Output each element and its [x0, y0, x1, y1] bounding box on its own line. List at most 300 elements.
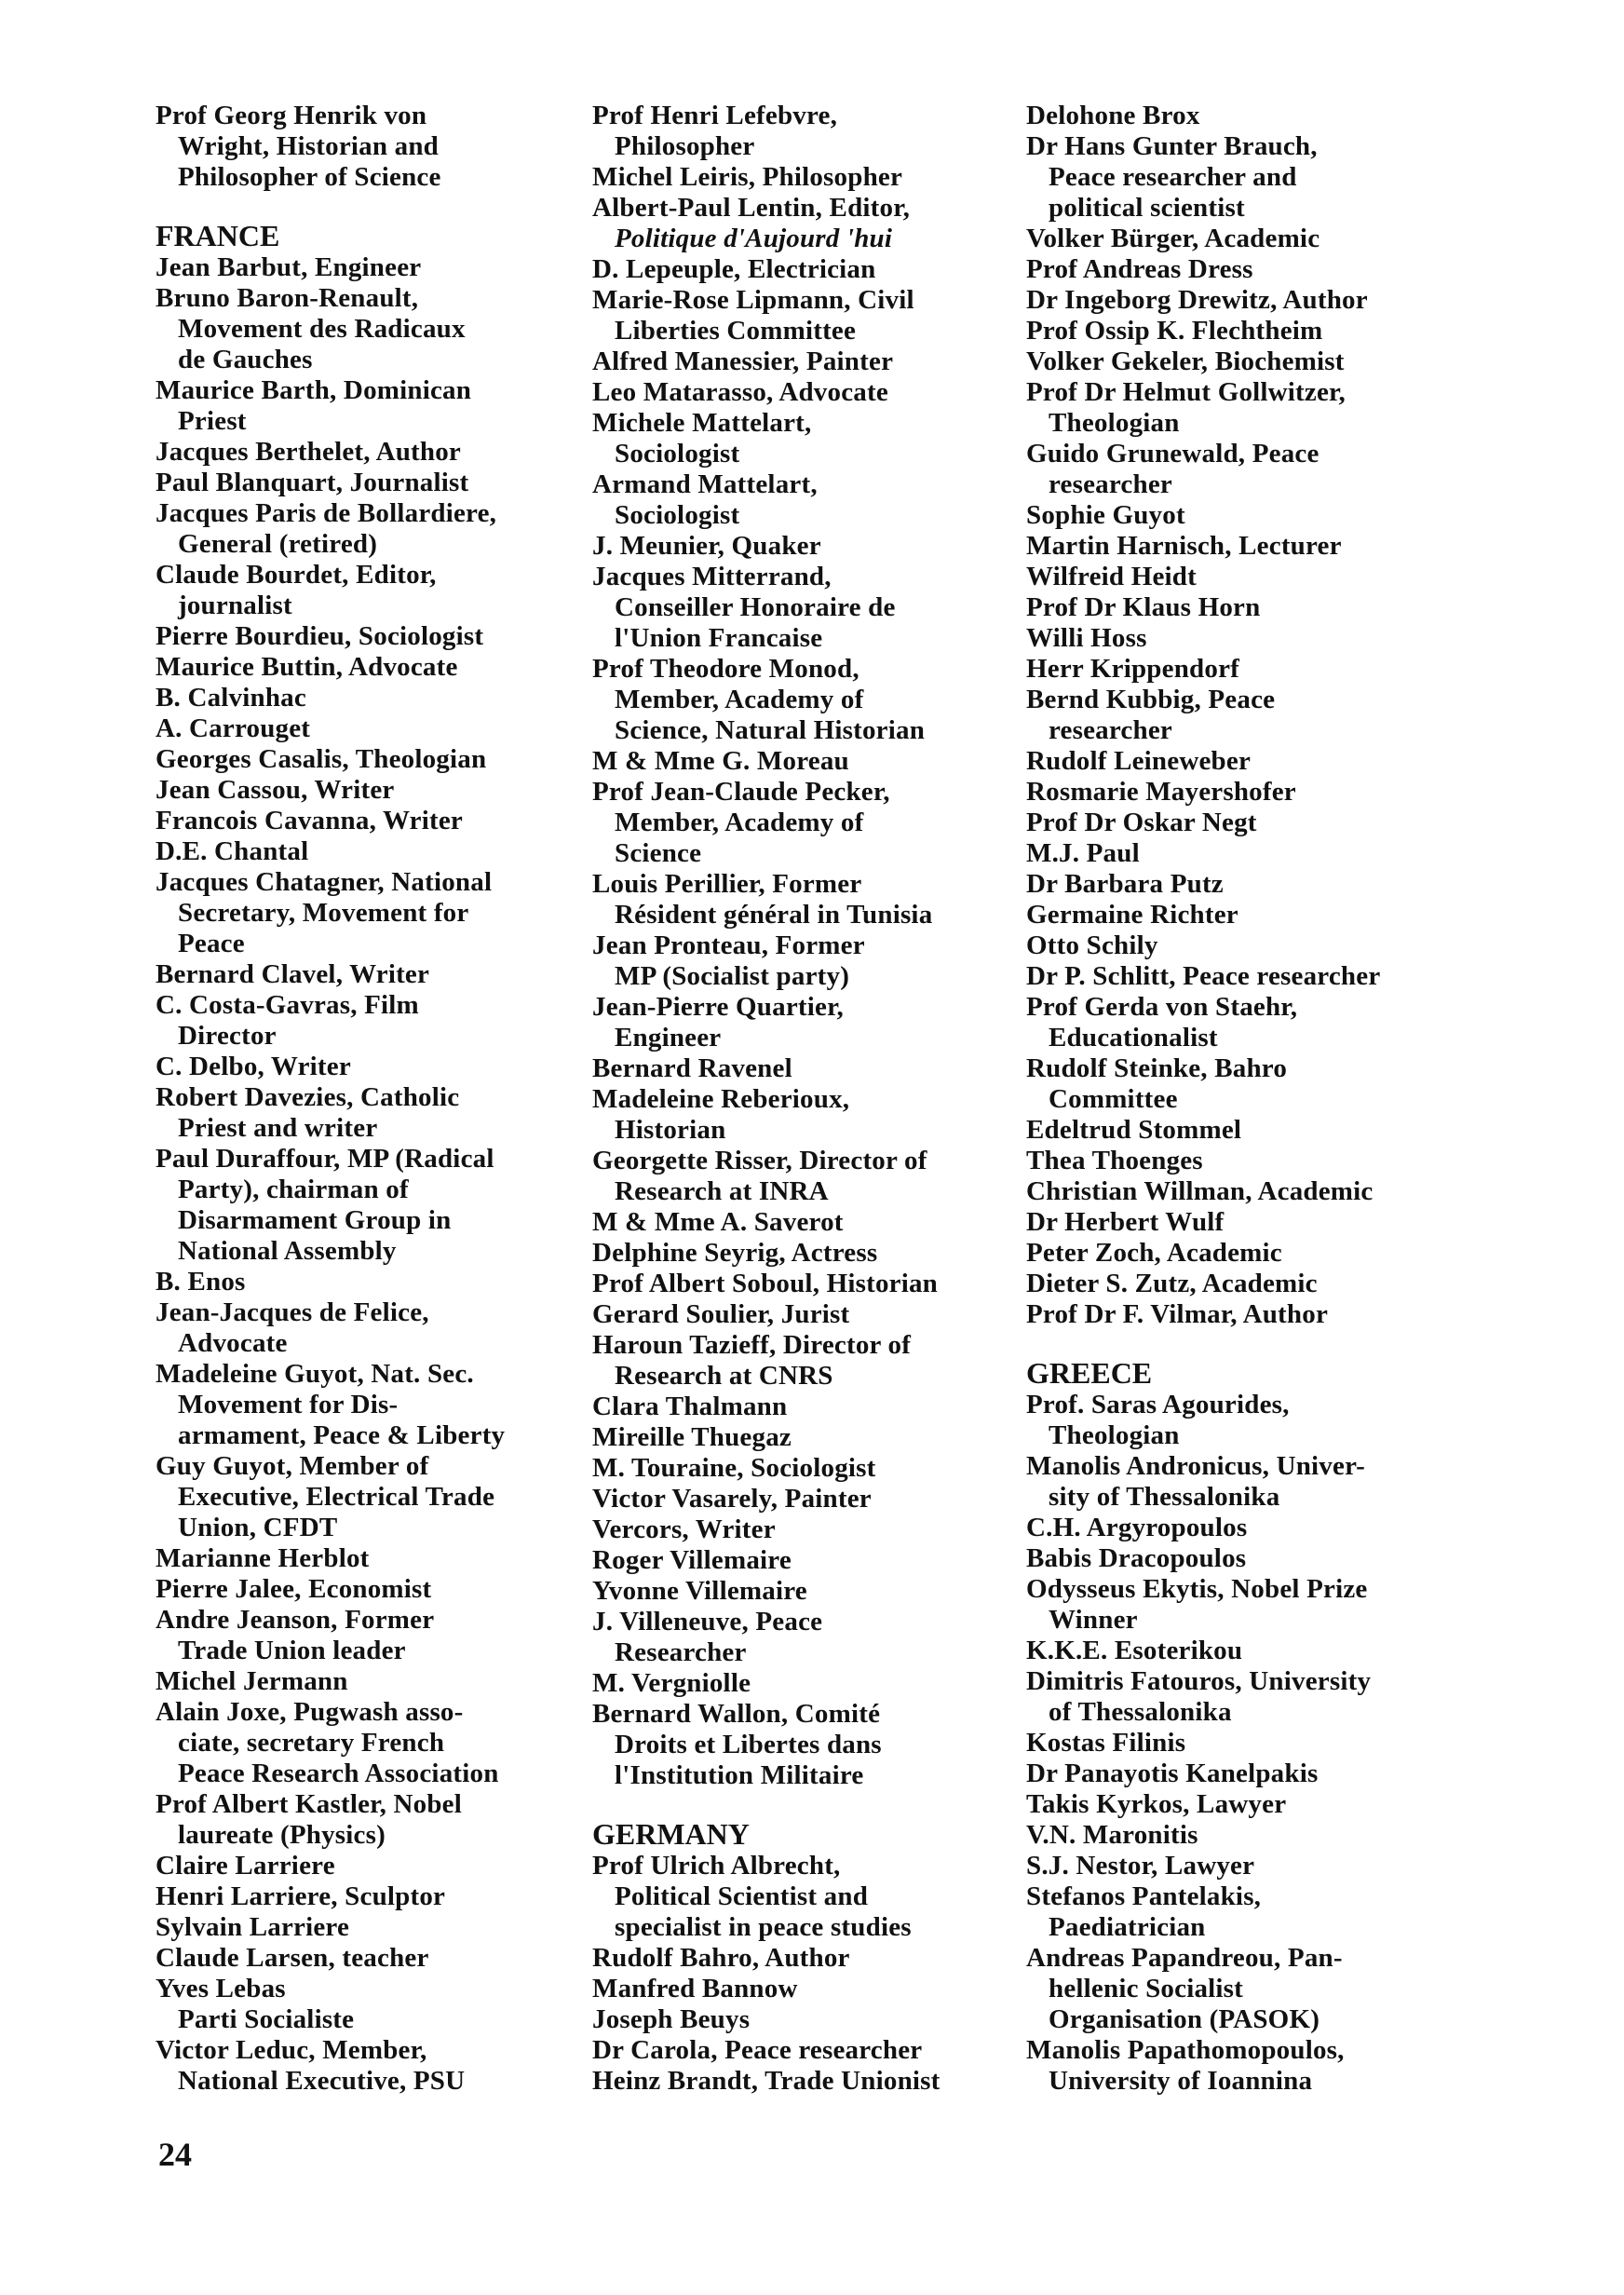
list-item	[156, 744, 640, 775]
list-item	[1026, 2035, 1510, 2097]
list-item	[1026, 1176, 1510, 1207]
entry-name-line: Vercors, Writer	[592, 1514, 776, 1544]
list-item	[156, 713, 640, 744]
entry-name-line: Leo Matarasso, Advocate	[592, 377, 888, 407]
entry-detail-line: researcher	[1049, 469, 1172, 499]
entry-detail-line: Philosopher of Science	[178, 162, 441, 192]
entry-name-line: Yves Lebas	[156, 1974, 286, 2003]
entry-name-line: Manolis Andronicus, Univer-	[1026, 1451, 1365, 1481]
entry-detail-line: Theologian	[1049, 1420, 1180, 1450]
entry-detail-line: Sociologist	[615, 439, 740, 469]
list-item	[592, 377, 1076, 408]
list-item	[156, 1666, 640, 1697]
entry-name-line: Dr Hans Gunter Brauch,	[1026, 131, 1318, 161]
entry-name-line: Mireille Thuegaz	[592, 1422, 792, 1452]
list-item	[1026, 1789, 1510, 1820]
entry-name-line: Bernd Kubbig, Peace	[1026, 685, 1276, 714]
list-item	[592, 1607, 1076, 1668]
entry-detail-line: l'Union Francaise	[615, 623, 823, 653]
entry-name-line: Prof Jean-Claude Pecker,	[592, 777, 890, 807]
list-item	[592, 746, 1076, 777]
entry-name-line: J. Meunier, Quaker	[592, 531, 821, 561]
list-item	[156, 375, 640, 437]
entry-detail-line: of Thessalonika	[1049, 1697, 1232, 1727]
list-item	[592, 1974, 1076, 2004]
list-item	[592, 992, 1076, 1053]
entry-detail-line: Educationalist	[1049, 1023, 1218, 1052]
entry-detail-line: Movement for Dis-	[178, 1390, 399, 1419]
list-item	[592, 1146, 1076, 1207]
entry-detail-line: Philosopher	[615, 131, 755, 161]
list-item	[592, 101, 1076, 162]
entry-detail-line: Engineer	[615, 1023, 722, 1052]
entry-detail-line: Theologian	[1049, 408, 1180, 438]
list-item	[1026, 1943, 1510, 2035]
entry-detail-line: Movement des Radicaux	[178, 314, 466, 344]
entry-name-line: Guido Grunewald, Peace	[1026, 439, 1320, 469]
list-item	[592, 1484, 1076, 1514]
entry-name-line: Bernard Clavel, Writer	[156, 959, 430, 989]
list-item	[1026, 1451, 1510, 1513]
section-heading: GERMANY	[592, 1817, 750, 1851]
entry-name-line: Henri Larriere, Sculptor	[156, 1881, 446, 1911]
entry-name-line: Dimitris Fatouros, University	[1026, 1666, 1372, 1696]
entry-name-line: Prof Ulrich Albrecht,	[592, 1851, 841, 1881]
entry-name-line: Marianne Herblot	[156, 1543, 370, 1573]
entry-name-line: Takis Kyrkos, Lawyer	[1026, 1789, 1287, 1819]
entry-name-line: Gerard Soulier, Jurist	[592, 1299, 850, 1329]
entry-name-line: Claire Larriere	[156, 1851, 335, 1881]
list-item	[592, 2035, 1076, 2066]
entry-name-line: Louis Perillier, Former	[592, 869, 862, 899]
entry-name-line: Prof Ossip K. Flechtheim	[1026, 316, 1323, 346]
entry-detail-line: Party), chairman of	[178, 1175, 409, 1204]
list-item	[1026, 1146, 1510, 1176]
list-item	[156, 806, 640, 836]
entry-detail-line: Secretary, Movement for	[178, 898, 469, 928]
list-item	[592, 1084, 1076, 1146]
entry-detail-line: specialist in peace studies	[615, 1912, 912, 1942]
entry-name-line: Claude Bourdet, Editor,	[156, 560, 437, 590]
entry-name-line: Pierre Jalee, Economist	[156, 1574, 432, 1604]
entry-detail-line: Peace Research Association	[178, 1759, 499, 1788]
list-item	[592, 1514, 1076, 1545]
entry-detail-line: Union, CFDT	[178, 1513, 338, 1542]
entry-name-line: D. Lepeuple, Electrician	[592, 254, 876, 284]
list-item	[1026, 1513, 1510, 1543]
list-item	[592, 1053, 1076, 1084]
list-item	[156, 683, 640, 713]
entry-name-line: Dr Ingeborg Drewitz, Author	[1026, 285, 1368, 315]
entry-detail-line: Committee	[1049, 1084, 1178, 1114]
entry-name-line: Dr Herbert Wulf	[1026, 1207, 1225, 1237]
entry-name-line: Paul Blanquart, Journalist	[156, 468, 469, 497]
list-item	[156, 1697, 640, 1789]
entry-name-line: Jacques Paris de Bollardiere,	[156, 498, 497, 528]
list-item	[156, 468, 640, 498]
entry-name-line: Manolis Papathomopoulos,	[1026, 2035, 1345, 2065]
section-heading: FRANCE	[156, 219, 280, 252]
list-item	[592, 2004, 1076, 2035]
list-item	[156, 252, 640, 283]
entry-detail-line: Member, Academy of	[615, 685, 864, 714]
list-item	[1026, 1574, 1510, 1636]
list-item	[1026, 1666, 1510, 1728]
entry-detail-line: ciate, secretary French	[178, 1728, 445, 1758]
entry-name-line: Germaine Richter	[1026, 900, 1238, 930]
entry-detail-line: Director	[178, 1021, 277, 1051]
entry-detail-line: armament, Peace & Liberty	[178, 1420, 506, 1450]
list-item	[156, 1082, 640, 1144]
entry-name-line: Armand Mattelart,	[592, 469, 818, 499]
list-item	[156, 775, 640, 806]
entry-name-line: Prof Gerda von Staehr,	[1026, 992, 1298, 1022]
entry-name-line: Yvonne Villemaire	[592, 1576, 807, 1606]
list-item	[1026, 961, 1510, 992]
list-item	[592, 531, 1076, 562]
entry-name-line: Volker Gekeler, Biochemist	[1026, 346, 1345, 376]
entry-name-line: Michel Jermann	[156, 1666, 348, 1696]
entry-name-line: S.J. Nestor, Lawyer	[1026, 1851, 1255, 1881]
entry-detail-line: Political Scientist and	[615, 1881, 869, 1911]
list-item	[1026, 377, 1510, 439]
entry-name-line: A. Carrouget	[156, 713, 311, 743]
list-item	[592, 777, 1076, 869]
entry-name-line: Jean Pronteau, Former	[592, 930, 865, 960]
list-item	[592, 469, 1076, 531]
entry-detail-line: Liberties Committee	[615, 316, 857, 346]
entry-detail-line: Science, Natural Historian	[615, 715, 926, 745]
entry-detail-line: Disarmament Group in	[178, 1205, 452, 1235]
list-item	[1026, 531, 1510, 562]
entry-name-line: C.H. Argyropoulos	[1026, 1513, 1248, 1542]
entry-name-line: Dr Barbara Putz	[1026, 869, 1224, 899]
entry-name-line: Marie-Rose Lipmann, Civil	[592, 285, 914, 315]
entry-detail-line: political scientist	[1049, 193, 1245, 223]
list-item	[1026, 1207, 1510, 1238]
section-heading: GREECE	[1026, 1356, 1153, 1390]
entry-name-line: M. Vergniolle	[592, 1668, 751, 1698]
entry-name-line: Jean-Jacques de Felice,	[156, 1297, 429, 1327]
entry-detail-line: sity of Thessalonika	[1049, 1482, 1280, 1512]
entry-name-line: B. Enos	[156, 1267, 246, 1297]
entry-name-line: Madeleine Guyot, Nat. Sec.	[156, 1359, 474, 1389]
entry-name-line: Otto Schily	[1026, 930, 1158, 960]
list-item	[1026, 1759, 1510, 1789]
entry-name-line: Jacques Berthelet, Author	[156, 437, 461, 467]
list-item	[156, 1144, 640, 1267]
list-item	[156, 1943, 640, 1974]
entry-name-line: Delohone Brox	[1026, 101, 1200, 130]
list-item	[1026, 1851, 1510, 1881]
list-item	[1026, 1053, 1510, 1115]
entry-name-line: Bruno Baron-Renault,	[156, 283, 419, 313]
list-item	[1026, 1115, 1510, 1146]
entry-name-line: Madeleine Reberioux,	[592, 1084, 850, 1114]
entry-name-line: Michele Mattelart,	[592, 408, 812, 438]
list-item	[592, 1851, 1076, 1943]
entry-name-line: B. Calvinhac	[156, 683, 306, 713]
list-item	[1026, 777, 1510, 808]
page-number: 24	[158, 2136, 192, 2173]
entry-name-line: Robert Davezies, Catholic	[156, 1082, 460, 1112]
list-item	[592, 1453, 1076, 1484]
list-item	[156, 1789, 640, 1851]
entry-detail-line: Résident général in Tunisia	[615, 900, 933, 930]
entry-detail-line: Research at INRA	[615, 1176, 829, 1206]
list-item	[1026, 685, 1510, 746]
entry-name-line: Delphine Seyrig, Actress	[592, 1238, 878, 1268]
list-item	[1026, 992, 1510, 1053]
entry-name-line: Maurice Buttin, Advocate	[156, 652, 458, 682]
entry-detail-line: Member, Academy of	[615, 808, 864, 837]
entry-name-line: Alfred Manessier, Painter	[592, 346, 894, 376]
entry-detail-line: Paediatrician	[1049, 1912, 1206, 1942]
entry-name-line: Wilfreid Heidt	[1026, 562, 1197, 591]
entry-detail-line: Trade Union leader	[178, 1636, 406, 1665]
list-item	[1026, 1636, 1510, 1666]
entry-name-line: Joseph Beuys	[592, 2004, 751, 2034]
entry-name-line: Prof Theodore Monod,	[592, 654, 859, 684]
entry-detail-line: hellenic Socialist	[1049, 1974, 1244, 2003]
entry-detail-line: Parti Socialiste	[178, 2004, 355, 2034]
entry-name-line: Jacques Mitterrand,	[592, 562, 832, 591]
entry-detail-line: Priest	[178, 406, 247, 436]
entry-detail-line: Sociologist	[615, 500, 740, 530]
list-item	[156, 1881, 640, 1912]
column-1	[156, 101, 640, 2097]
entry-name-line: Kostas Filinis	[1026, 1728, 1186, 1758]
entry-detail-line: Droits et Libertes dans	[615, 1730, 882, 1759]
list-item	[156, 1359, 640, 1451]
list-item	[1026, 1269, 1510, 1299]
entry-name-line: Jean Barbut, Engineer	[156, 252, 422, 282]
entry-detail-line: researcher	[1049, 715, 1172, 745]
list-item	[1026, 346, 1510, 377]
entry-name-line: Haroun Tazieff, Director of	[592, 1330, 912, 1360]
list-item	[592, 1299, 1076, 1330]
entry-name-line: Manfred Bannow	[592, 1974, 798, 2003]
entry-detail-line: Executive, Electrical Trade	[178, 1482, 495, 1512]
entry-name-line: M.J. Paul	[1026, 838, 1140, 868]
list-item	[592, 1392, 1076, 1422]
entry-detail-line: National Executive, PSU	[178, 2066, 466, 2096]
list-item	[1026, 1728, 1510, 1759]
entry-detail-line: University of Ioannina	[1049, 2066, 1313, 2096]
list-item	[156, 560, 640, 621]
entry-name-line: Albert-Paul Lentin, Editor,	[592, 193, 911, 223]
list-item	[592, 1576, 1076, 1607]
list-item	[592, 408, 1076, 469]
list-item	[1026, 808, 1510, 838]
entry-detail-line: Science	[615, 838, 702, 868]
entry-name-line: Victor Leduc, Member,	[156, 2035, 427, 2065]
entry-detail-line: Conseiller Honoraire de	[615, 592, 896, 622]
entry-name-line: Herr Krippendorf	[1026, 654, 1239, 684]
entry-name-line: Sophie Guyot	[1026, 500, 1185, 530]
entry-name-line: Claude Larsen, teacher	[156, 1943, 429, 1973]
entry-name-line: Willi Hoss	[1026, 623, 1147, 653]
entry-name-line: Heinz Brandt, Trade Unionist	[592, 2066, 941, 2096]
entry-name-line: Jean Cassou, Writer	[156, 775, 395, 805]
list-item	[592, 869, 1076, 930]
entry-detail-line: Winner	[1049, 1605, 1138, 1635]
list-item	[156, 1451, 640, 1543]
entry-name-line: M. Touraine, Sociologist	[592, 1453, 876, 1483]
list-item	[156, 2035, 640, 2097]
list-item	[1026, 562, 1510, 592]
entry-name-line: Jean-Pierre Quartier,	[592, 992, 844, 1022]
list-item	[592, 346, 1076, 377]
list-item	[156, 1851, 640, 1881]
list-item	[592, 2066, 1076, 2097]
column-2	[592, 101, 1076, 2097]
entry-name-line: Dr Carola, Peace researcher	[592, 2035, 923, 2065]
list-item	[1026, 930, 1510, 961]
list-item	[1026, 1390, 1510, 1451]
entry-name-line: Francois Cavanna, Writer	[156, 806, 463, 835]
entry-detail-line: Politique d'Aujourd 'hui	[615, 224, 893, 253]
entry-name-line: Prof Albert Kastler, Nobel	[156, 1789, 462, 1819]
entry-name-line: Prof Albert Soboul, Historian	[592, 1269, 939, 1298]
list-item	[1026, 131, 1510, 224]
entry-detail-line: journalist	[178, 591, 292, 620]
list-item	[1026, 1820, 1510, 1851]
list-item	[156, 621, 640, 652]
list-item	[592, 1545, 1076, 1576]
entry-name-line: C. Delbo, Writer	[156, 1052, 351, 1081]
list-item	[1026, 623, 1510, 654]
list-item	[1026, 316, 1510, 346]
entry-name-line: Andreas Papandreou, Pan-	[1026, 1943, 1343, 1973]
list-item	[1026, 285, 1510, 316]
list-item	[1026, 654, 1510, 685]
entry-name-line: Odysseus Ekytis, Nobel Prize	[1026, 1574, 1368, 1604]
entry-name-line: Dr Panayotis Kanelpakis	[1026, 1759, 1319, 1788]
entry-detail-line: Peace	[178, 929, 245, 958]
entry-name-line: Edeltrud Stommel	[1026, 1115, 1242, 1145]
entry-name-line: Maurice Barth, Dominican	[156, 375, 472, 405]
entry-name-line: Georgette Risser, Director of	[592, 1146, 927, 1175]
entry-name-line: Prof Henri Lefebvre,	[592, 101, 838, 130]
list-item	[156, 1052, 640, 1082]
entry-detail-line: General (retired)	[178, 529, 378, 559]
entry-name-line: Prof Dr Oskar Negt	[1026, 808, 1257, 837]
list-item	[592, 1238, 1076, 1269]
entry-name-line: Michel Leiris, Philosopher	[592, 162, 903, 192]
list-item	[156, 498, 640, 560]
entry-name-line: Prof. Saras Agourides,	[1026, 1390, 1290, 1419]
entry-name-line: C. Costa-Gavras, Film	[156, 990, 419, 1020]
entry-name-line: Sylvain Larriere	[156, 1912, 350, 1942]
list-item	[156, 1574, 640, 1605]
list-item	[156, 990, 640, 1052]
entry-name-line: Prof Andreas Dress	[1026, 254, 1253, 284]
list-item	[592, 1668, 1076, 1699]
entry-name-line: K.K.E. Esoterikou	[1026, 1636, 1243, 1665]
entry-name-line: Peter Zoch, Academic	[1026, 1238, 1282, 1268]
list-item	[592, 1330, 1076, 1392]
entry-name-line: Stefanos Pantelakis,	[1026, 1881, 1262, 1911]
entry-name-line: Clara Thalmann	[592, 1392, 788, 1421]
list-item	[156, 959, 640, 990]
entry-detail-line: Historian	[615, 1115, 726, 1145]
list-item	[592, 1699, 1076, 1791]
entry-name-line: Babis Dracopoulos	[1026, 1543, 1247, 1573]
list-item	[156, 1912, 640, 1943]
list-item	[156, 1605, 640, 1666]
entry-name-line: M & Mme A. Saverot	[592, 1207, 844, 1237]
list-item	[1026, 1238, 1510, 1269]
list-item	[1026, 439, 1510, 500]
list-item	[1026, 224, 1510, 254]
entry-name-line: Guy Guyot, Member of	[156, 1451, 429, 1481]
entry-name-line: M & Mme G. Moreau	[592, 746, 849, 776]
entry-detail-line: laureate (Physics)	[178, 1820, 386, 1850]
entry-name-line: Volker Bürger, Academic	[1026, 224, 1320, 253]
entry-name-line: Andre Jeanson, Former	[156, 1605, 435, 1635]
entry-name-line: Paul Duraffour, MP (Radical	[156, 1144, 494, 1174]
list-item	[156, 1543, 640, 1574]
list-item	[592, 654, 1076, 746]
list-item	[156, 283, 640, 375]
entry-detail-line: Organisation (PASOK)	[1049, 2004, 1320, 2034]
list-item	[592, 1943, 1076, 1974]
list-item	[1026, 254, 1510, 285]
list-item	[592, 1269, 1076, 1299]
entry-name-line: Dieter S. Zutz, Academic	[1026, 1269, 1318, 1298]
entry-name-line: Georges Casalis, Theologian	[156, 744, 487, 774]
list-item	[1026, 1299, 1510, 1330]
entry-detail-line: Priest and writer	[178, 1113, 378, 1143]
entry-detail-line: Advocate	[178, 1328, 288, 1358]
entry-name-line: Martin Harnisch, Lecturer	[1026, 531, 1342, 561]
entry-name-line: Bernard Wallon, Comité	[592, 1699, 881, 1729]
entry-name-line: D.E. Chantal	[156, 836, 309, 866]
list-item	[592, 285, 1076, 346]
list-item	[1026, 101, 1510, 131]
list-item	[156, 652, 640, 683]
entry-name-line: Prof Dr F. Vilmar, Author	[1026, 1299, 1329, 1329]
entry-name-line: Prof Dr Klaus Horn	[1026, 592, 1261, 622]
list-item	[156, 101, 640, 193]
list-item	[1026, 746, 1510, 777]
entry-name-line: Thea Thoenges	[1026, 1146, 1203, 1175]
list-item	[592, 1422, 1076, 1453]
entry-name-line: Prof Georg Henrik von	[156, 101, 427, 130]
entry-name-line: Prof Dr Helmut Gollwitzer,	[1026, 377, 1346, 407]
entry-name-line: Rosmarie Mayershofer	[1026, 777, 1296, 807]
list-item	[156, 836, 640, 867]
entry-name-line: Roger Villemaire	[592, 1545, 792, 1575]
list-item	[156, 437, 640, 468]
list-item	[592, 562, 1076, 654]
entry-detail-line: National Assembly	[178, 1236, 397, 1266]
entry-name-line: Rudolf Bahro, Author	[592, 1943, 850, 1973]
list-item	[592, 1207, 1076, 1238]
entry-name-line: Pierre Bourdieu, Sociologist	[156, 621, 484, 651]
list-item	[1026, 1543, 1510, 1574]
list-item	[592, 930, 1076, 992]
entry-name-line: Bernard Ravenel	[592, 1053, 792, 1083]
entry-name-line: Alain Joxe, Pugwash asso-	[156, 1697, 464, 1727]
entry-name-line: Dr P. Schlitt, Peace researcher	[1026, 961, 1381, 991]
list-item	[1026, 900, 1510, 930]
entry-detail-line: Wright, Historian and	[178, 131, 440, 161]
column-3	[1026, 101, 1510, 2097]
list-item	[592, 162, 1076, 193]
list-item	[156, 1974, 640, 2035]
